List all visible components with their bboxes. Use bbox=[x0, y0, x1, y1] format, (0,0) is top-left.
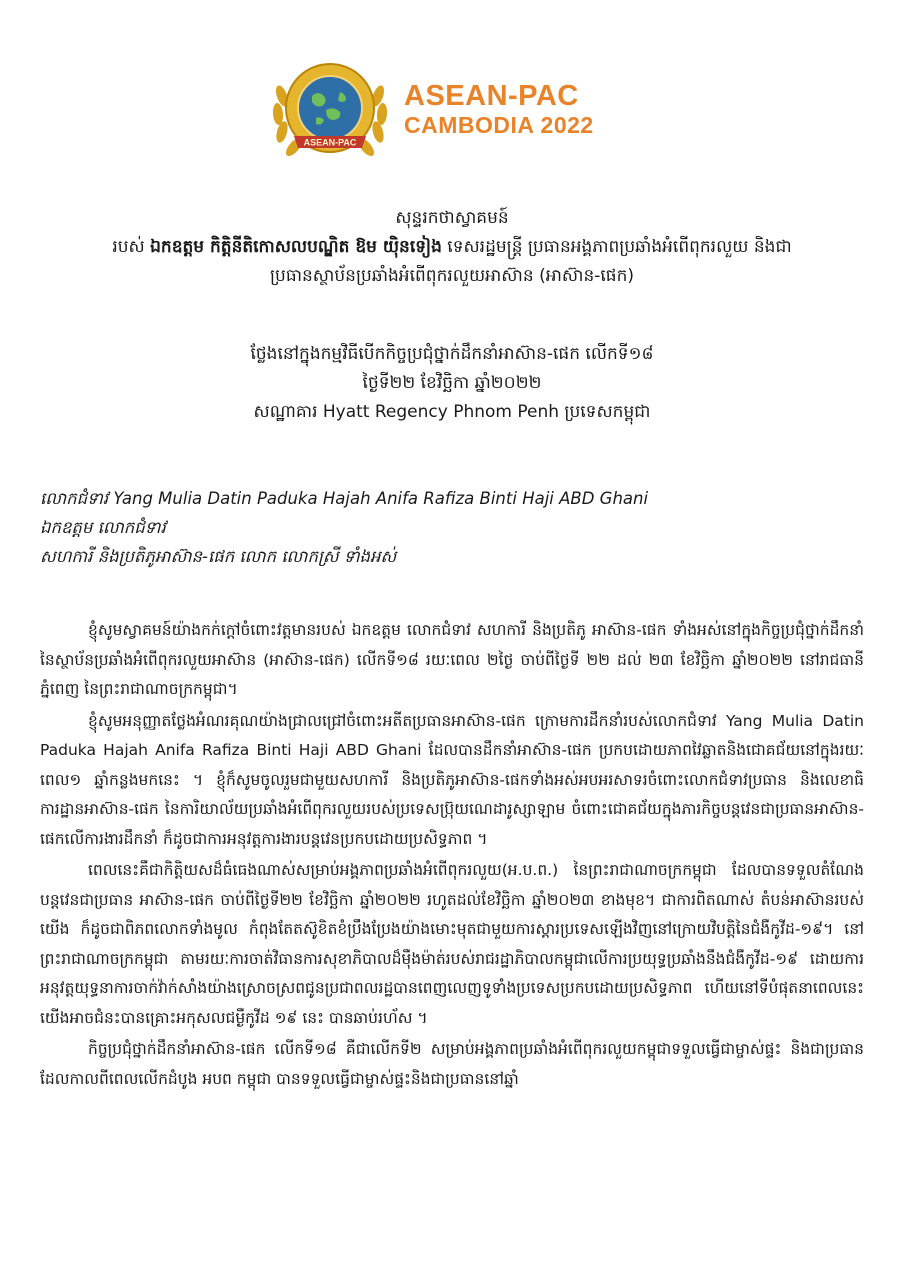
paragraph: ពេលនេះគឺជាកិត្តិយសដ៏ធំធេងណាស់សម្រាប់អង្គភាពប្រឆាំងអំពើពុករលួយ(អ.ប.ព.) នៃព្រះរាជាណាចក្រកម្ពុជា ដែលបានទទួលតំណែងបន្តវេនជាប្រធាន អាស៊ាន-ផេក ចាប់ពីថ្ងៃទី២២ ខែវិច្ឆិកា ឆ្នាំ២០២២ រហូតដល់ខែវិច្ឆិកា ឆ្នាំ២០២៣ ខាងមុខ។ ជាការពិតណាស់ តំបន់អាស៊ានរបស់យើង ក៏ដូចជាពិភពលោកទាំងមូល កំពុងតែតស៊ូខិតខំប្រឹងប្រែងយ៉ាងមោះមុតជាមួយការស្តារប្រទេសឡើងវិញនៅក្រោយវិបត្តិនៃជំងឺកូវីដ-១៩។ នៅព្រះរាជាណាចក្រកម្ពុជា តាមរយៈការចាត់វិធានការសុខាភិបាលដ៏ម៉ឺងម៉ាត់របស់រាជរដ្ឋាភិបាលកម្ពុជាលើការប្រយុទ្ធប្រឆាំងនឹងជំងឺកូវីដ-១៩ ដោយការអនុវត្តយុទ្ធនាការចាក់វ៉ាក់សាំងយ៉ាងស្រោចស្រពជូនប្រជាពលរដ្ឋបានពេញលេញទូទាំងប្រទេសប្រកបដោយប្រសិទ្ធភាព ហើយនៅទីបំផុតនាពេលនេះយើងអាចជំនះបានគ្រោះអកុសលជម្ងឺកូវីដ ១៩ នេះ បានឆាប់រហ័ស ។ bbox=[40, 861, 864, 1027]
paragraph: ខ្ញុំសូមស្វាគមន៍យ៉ាងកក់ក្ដៅចំពោះវត្តមានរបស់ ឯកឧត្តម លោកជំទាវ សហការី និងប្រតិភូ អាស៊ាន-ផេក ទាំងអស់នៅក្នុងកិច្ចប្រជុំថ្នាក់ដឹកនាំនៃស្ថាប័នប្រឆាំងអំពើពុករលួយអាស៊ាន (អាស៊ាន-ផេក) លើកទី១៨ រយៈពេល ២ថ្ងៃ ចាប់ពីថ្ងៃទី ២២ ដល់ ២៣ ខែវិច្ឆិកា ឆ្នាំ២០២២ នៅរាជធានីភ្នំពេញ នៃព្រះរាជាណាចក្រកម្ពុជា។ bbox=[40, 621, 864, 698]
event-line-1: ថ្លែងនៅក្នុងកម្មវិធីបើកកិច្ចប្រជុំថ្នាក់ដឹកនាំអាស៊ាន-ផេក លើកទី១៨ bbox=[250, 344, 654, 364]
event-date: ថ្ងៃទី២២ ខែវិច្ឆិកា ឆ្នាំ២០២២ bbox=[362, 373, 542, 393]
header bbox=[0, 0, 904, 170]
speech-body bbox=[40, 616, 864, 1096]
title-line-1: សុន្ទរកថាស្វាគមន៍ bbox=[395, 208, 509, 228]
asean-pac-emblem-icon bbox=[268, 52, 392, 166]
speech-title bbox=[40, 204, 864, 291]
event-venue: សណ្ឋាគារ Hyatt Regency Phnom Penh ប្រទេសកម្ពុជា bbox=[253, 402, 651, 422]
salutation-line-3: សហការី និងប្រតិភូអាស៊ាន-ផេក លោក លោកស្រី ទាំងអស់ bbox=[40, 547, 397, 566]
speaker-name: ឯកឧត្តម កិត្តិនីតិកោសលបណ្ឌិត ឱម យ៉ិនទៀង bbox=[150, 237, 442, 257]
svg-text:ASEAN-PAC: ASEAN-PAC bbox=[303, 137, 357, 148]
title-prefix: របស់ bbox=[112, 237, 151, 257]
event-info bbox=[40, 340, 864, 427]
paragraph: ខ្ញុំសូមអនុញ្ញាតថ្លែងអំណរគុណយ៉ាងជ្រាលជ្រៅចំពោះអតីតប្រធានអាស៊ាន-ផេក ក្រោមការដឹកនាំរបស់លោកជំទាវ Yang Mulia Datin Paduka Hajah Anifa Rafiza Binti Haji ABD Ghani ដែលបានដឹកនាំអាស៊ាន-ផេក ប្រកបដោយភាពវៃឆ្លាតនិងជោគជ័យនៅក្នុងរយៈពេល១ ឆ្នាំកន្លងមកនេះ ។ ខ្ញុំក៏សូមចូលរួមជាមួយសហការី និងប្រតិភូអាស៊ាន-ផេកទាំងអស់អបអរសាទរចំពោះលោកជំទាវប្រធាន និងលេខាធិការដ្ឋានអាស៊ាន-ផេក នៃការិយាល័យប្រឆាំងអំពើពុករលួយរបស់ប្រទេសប្រ៊ុយណេដារូស្សាឡាម ចំពោះជោគជ័យក្នុងភារកិច្ចបន្តវេនជាប្រធានអាស៊ាន-ផេកលើការងារដឹកនាំ ក៏ដូចជាការអនុវត្តការងារបន្តវេនប្រកបដោយប្រសិទ្ធភាព ។ bbox=[40, 711, 864, 848]
title-line-3: ប្រធានស្ថាប័នប្រឆាំងអំពើពុករលួយអាស៊ាន (អាស៊ាន-ផេក) bbox=[269, 266, 635, 286]
title-line-2 bbox=[40, 233, 864, 262]
title-suffix: ទេសរដ្ឋមន្ត្រី ប្រធានអង្គភាពប្រឆាំងអំពើពុករលួយ និងជា bbox=[441, 237, 792, 257]
brand-line-1: ASEAN-PAC bbox=[404, 80, 579, 112]
paragraph: កិច្ចប្រជុំថ្នាក់ដឹកនាំអាស៊ាន-ផេក លើកទី១៨ គឺជាលើកទី២ សម្រាប់អង្គភាពប្រឆាំងអំពើពុករលួយកម្ពុជាទទួលធ្វើជាម្ចាស់ផ្ទះ និងជាប្រធាន ដែលកាលពីពេលលើកដំបូង អបព កម្ពុជា បានទទួលធ្វើជាម្ចាស់ផ្ទះនិងជាប្រធាននៅឆ្នាំ bbox=[40, 1040, 864, 1088]
salutation bbox=[40, 484, 840, 571]
salutation-line-1: លោកជំទាវ Yang Mulia Datin Paduka Hajah Anifa Rafiza Binti Haji ABD Ghani bbox=[40, 489, 649, 508]
brand-wordmark bbox=[404, 80, 594, 138]
salutation-line-2: ឯកឧត្តម លោកជំទាវ bbox=[40, 518, 166, 537]
brand-line-2: CAMBODIA 2022 bbox=[404, 112, 594, 138]
